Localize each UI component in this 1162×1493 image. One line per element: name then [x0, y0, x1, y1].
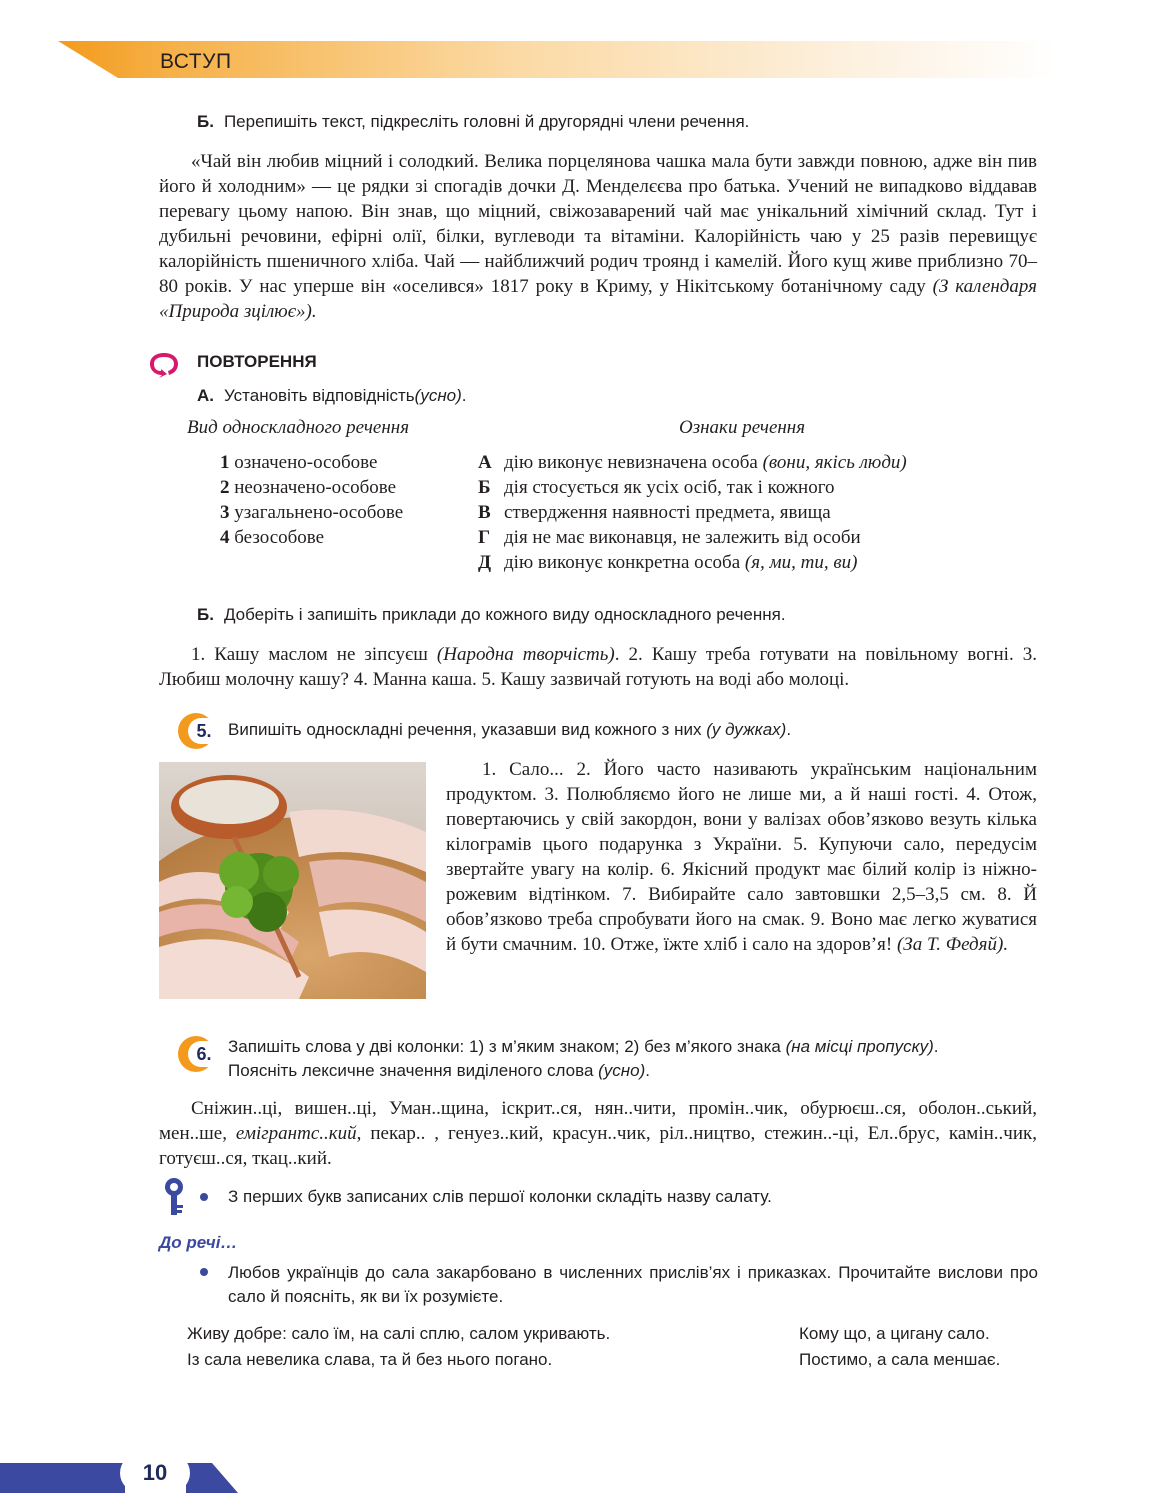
porridge-text [159, 642, 1037, 692]
item-text: дія не має виконавця, не залежить від особи [504, 527, 861, 548]
exercise-5-badge [178, 713, 214, 749]
instruction-end: . [645, 1061, 651, 1080]
item-letter: Д [478, 552, 492, 573]
proverbs-right [799, 1321, 1000, 1373]
exercise-6-words [159, 1096, 1037, 1171]
column-header-right: Ознаки речення [679, 417, 806, 438]
repetition-title: ПОВТОРЕННЯ [197, 352, 317, 371]
list-item [220, 500, 403, 525]
sentence-features-list [478, 450, 907, 575]
task-letter: Б. [197, 605, 214, 624]
highlighted-word: емігрантс..кий [235, 1123, 357, 1144]
item-letter: А [478, 452, 492, 473]
item-number: 4 [220, 527, 230, 548]
instruction-text: Запишіть слова у дві колонки: 1) з м’яким знаком; 2) без м’якого знака [228, 1037, 786, 1056]
proverb: Кому що, а цигану сало. [799, 1324, 990, 1343]
bullet-dot [200, 1193, 208, 1201]
key-task: З перших букв записаних слів першої колонки складіть назву салату. [228, 1187, 772, 1206]
instruction-text: Установіть відповідність [224, 386, 415, 405]
repeat-icon [147, 349, 181, 379]
item-number: 1 [220, 452, 230, 473]
list-item [478, 450, 907, 475]
item-text: ствердження наявності предмета, явища [504, 502, 831, 523]
item-letter: В [478, 502, 491, 523]
tea-paragraph: «Чай він любив міцний і солодкий. Велика порцелянова чашка мала бути завжди повною, адже він пив його й холодним» — це рядки зі спогадів дочки Д. Менделєєва про батька. Учений не випадково віддавав перевагу цьому напою. Він знав, що міцний, свіжозаварений чай має унікальний хімічний склад. Тут і дубильні речовини, ефірні олії, білки, вуглеводи та вітаміни. Калорійність чаю у 25 разів перевищує калорійність пшеничного хліба. Чай — найближчий родич троянд і камелій. Його кущ живе приблизно 70–80 років. У нас уперше він «оселився» 1817 року в Криму, у Нікітському ботанічному саду [159, 151, 1037, 297]
footer-band [0, 1463, 125, 1493]
footer-arrow [186, 1463, 238, 1493]
item-text: безособове [234, 527, 325, 548]
sentence-types-list [220, 450, 403, 550]
item-number: 2 [220, 477, 230, 498]
column-header-left: Вид односкладного речення [187, 417, 410, 438]
item-letter: Г [478, 527, 491, 548]
item-note: (вони, якісь люди) [762, 452, 907, 473]
item-text: узагальнено-особове [234, 502, 404, 523]
instruction-text: Доберіть і запишіть приклади до кожного виду односкладного речення. [223, 605, 786, 624]
list-item [478, 550, 907, 575]
tea-source: (З календаря «Природа зцілює»). [159, 276, 1037, 322]
bullet-dot [200, 1268, 208, 1276]
porridge-part: . 2. Кашу треба готувати на повільному вогні. 3. Любиш молочну кашу? 4. Манна каша. 5. Кашу зазвичай готують на воді або молоці. [159, 644, 1037, 690]
tea-text [159, 149, 1037, 324]
list-item [478, 500, 907, 525]
words-part: Сніжин..ці, вишен..ці, Уман..щина, іскрит..ся, нян..чити, промін..чик, обурюєш..ся, оболон..ський, мен..ше, [159, 1098, 1037, 1144]
item-note: (я, ми, ти, ви) [744, 552, 858, 573]
porridge-source: (Народна творчість) [436, 644, 615, 665]
task-a-instruction [197, 386, 467, 406]
exercise-6-badge [178, 1036, 214, 1072]
instruction-text: Випишіть односкладні речення, указавши вид кожного з них [228, 720, 707, 739]
item-text: неозначено-особове [234, 477, 397, 498]
salo-photo [159, 762, 426, 999]
instruction-note: (на місці пропуску) [785, 1037, 934, 1056]
proverb: Постимо, а сала меншає. [799, 1350, 1001, 1369]
exercise-5-instruction [228, 720, 791, 740]
page-number: 10 [120, 1453, 190, 1493]
item-text: дію виконує невизначена особа [504, 452, 763, 473]
item-text: дія стосується як усіх осіб, так і кожного [504, 477, 835, 498]
list-item [478, 475, 907, 500]
item-text: означено-особове [234, 452, 378, 473]
porridge-part: 1. Кашу маслом не зіпсуєш [191, 644, 437, 665]
proverb: Із сала невелика слава, та й без нього погано. [187, 1350, 553, 1369]
to-the-point-title: До речі… [159, 1233, 238, 1252]
section-title: ВСТУП [160, 50, 232, 73]
exercise-5-text [446, 757, 1037, 957]
instruction-end: . [461, 386, 467, 405]
task-b2-instruction [197, 605, 786, 625]
instruction-end: . [933, 1037, 939, 1056]
item-number: 3 [220, 502, 230, 523]
instruction-text: Поясніть лексичне значення виділеного слова [228, 1061, 599, 1080]
task-letter: А. [197, 386, 214, 405]
proverb: Живу добре: сало їм, на салі сплю, салом укривають. [187, 1324, 611, 1343]
item-text: дію виконує конкретна особа [504, 552, 745, 573]
salo-paragraph: 1. Сало... 2. Його часто називають українським національним продуктом. 3. Полюбляємо його не лише ми, а й наші гості. 4. Отож, повертаючись у свій закордон, вони у валізах обов’язково везуть кілька кілограмів цього подарунка з України. 5. Купуючи сало, передусім звертайте увагу на колір. 6. Якісний продукт має білий колір із ніжно-рожевим відтінком. 7. Вибирайте сало завтовшки 2,5–3,5 см. 8. Й обов’язково треба спробувати його на смак. 9. Воно має легко жуватися й бути смачним. 10. Отже, їжте хліб і сало на здоров’я! [446, 759, 1037, 955]
key-icon [160, 1177, 188, 1217]
instruction-note: (у дужках) [706, 720, 787, 739]
task-letter: Б. [197, 112, 214, 131]
to-the-point-text: Любов українців до сала закарбовано в численних прислів’ях і приказках. Прочитайте вислови про сало й поясніть, як ви їх розумієте. [228, 1263, 1038, 1306]
task-b1-instruction [197, 112, 749, 132]
instruction-end: . [786, 720, 792, 739]
instruction-text: Перепишіть текст, підкресліть головні й другорядні члени речення. [223, 112, 750, 131]
instruction-note: (усно) [598, 1061, 646, 1080]
list-item [220, 525, 403, 550]
exercise-number: 6. [188, 1041, 220, 1067]
proverbs-left [187, 1321, 610, 1373]
words-part: , пекар.. , генуез..кий, красун..чик, ріл..ництво, стежин..-ці, Ел..брус, камін..чик, готуєш..ся, ткац..кий. [159, 1123, 1037, 1169]
exercise-6-instruction [228, 1035, 1040, 1083]
list-item [220, 450, 403, 475]
salo-source: (За Т. Федяй). [896, 934, 1009, 955]
instruction-note: (усно) [414, 386, 462, 405]
item-letter: Б [478, 477, 491, 498]
list-item [478, 525, 907, 550]
list-item [220, 475, 403, 500]
exercise-number: 5. [188, 718, 220, 744]
